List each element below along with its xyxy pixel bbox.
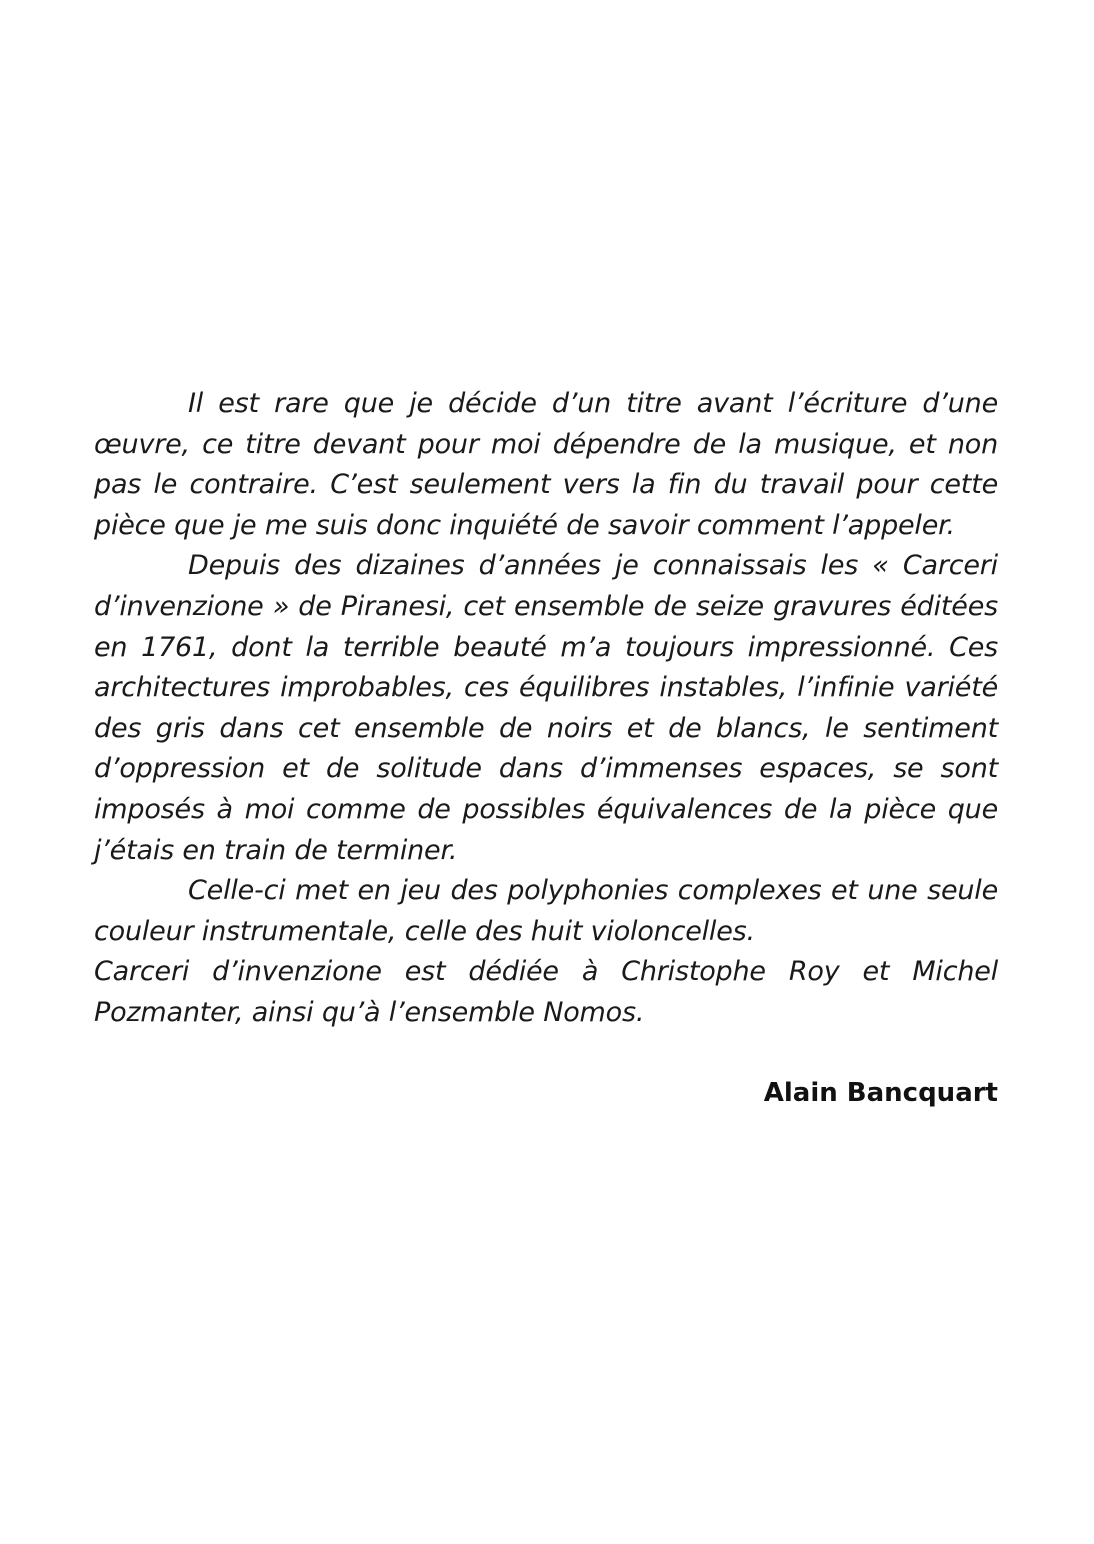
- author-signature: Alain Bancquart: [763, 1078, 998, 1108]
- body-text: [94, 384, 998, 1034]
- paragraph-2: Depuis des dizaines d’années je connaissais les « Carceri d’invenzione » de Piranesi, cet ensemble de seize gravures éditées en 1761, dont la terrible beauté m’a toujours impressionné. Ces architectures improbables, ces équilibres instables, l’infinie variété des gris dans cet ensemble de noirs et de blancs, le sentiment d’oppression et de solitude dans d’immenses espaces, se sont imposés à moi comme de possibles équivalences de la pièce que j’étais en train de terminer.: [94, 550, 998, 866]
- paragraph-3: Celle-ci met en jeu des polyphonies complexes et une seule couleur instrumentale, celle des huit violoncelles.: [94, 875, 998, 947]
- paragraph-1: Il est rare que je décide d’un titre avant l’écriture d’une œuvre, ce titre devant pour moi dépendre de la musique, et non pas le contraire. C’est seulement vers la fin du travail pour cette pièce que je me suis donc inquiété de savoir comment l’appeler.: [94, 388, 998, 541]
- paragraph-4: Carceri d’invenzione est dédiée à Christophe Roy et Michel Pozmanter, ainsi qu’à l’ensemble Nomos.: [94, 956, 998, 1028]
